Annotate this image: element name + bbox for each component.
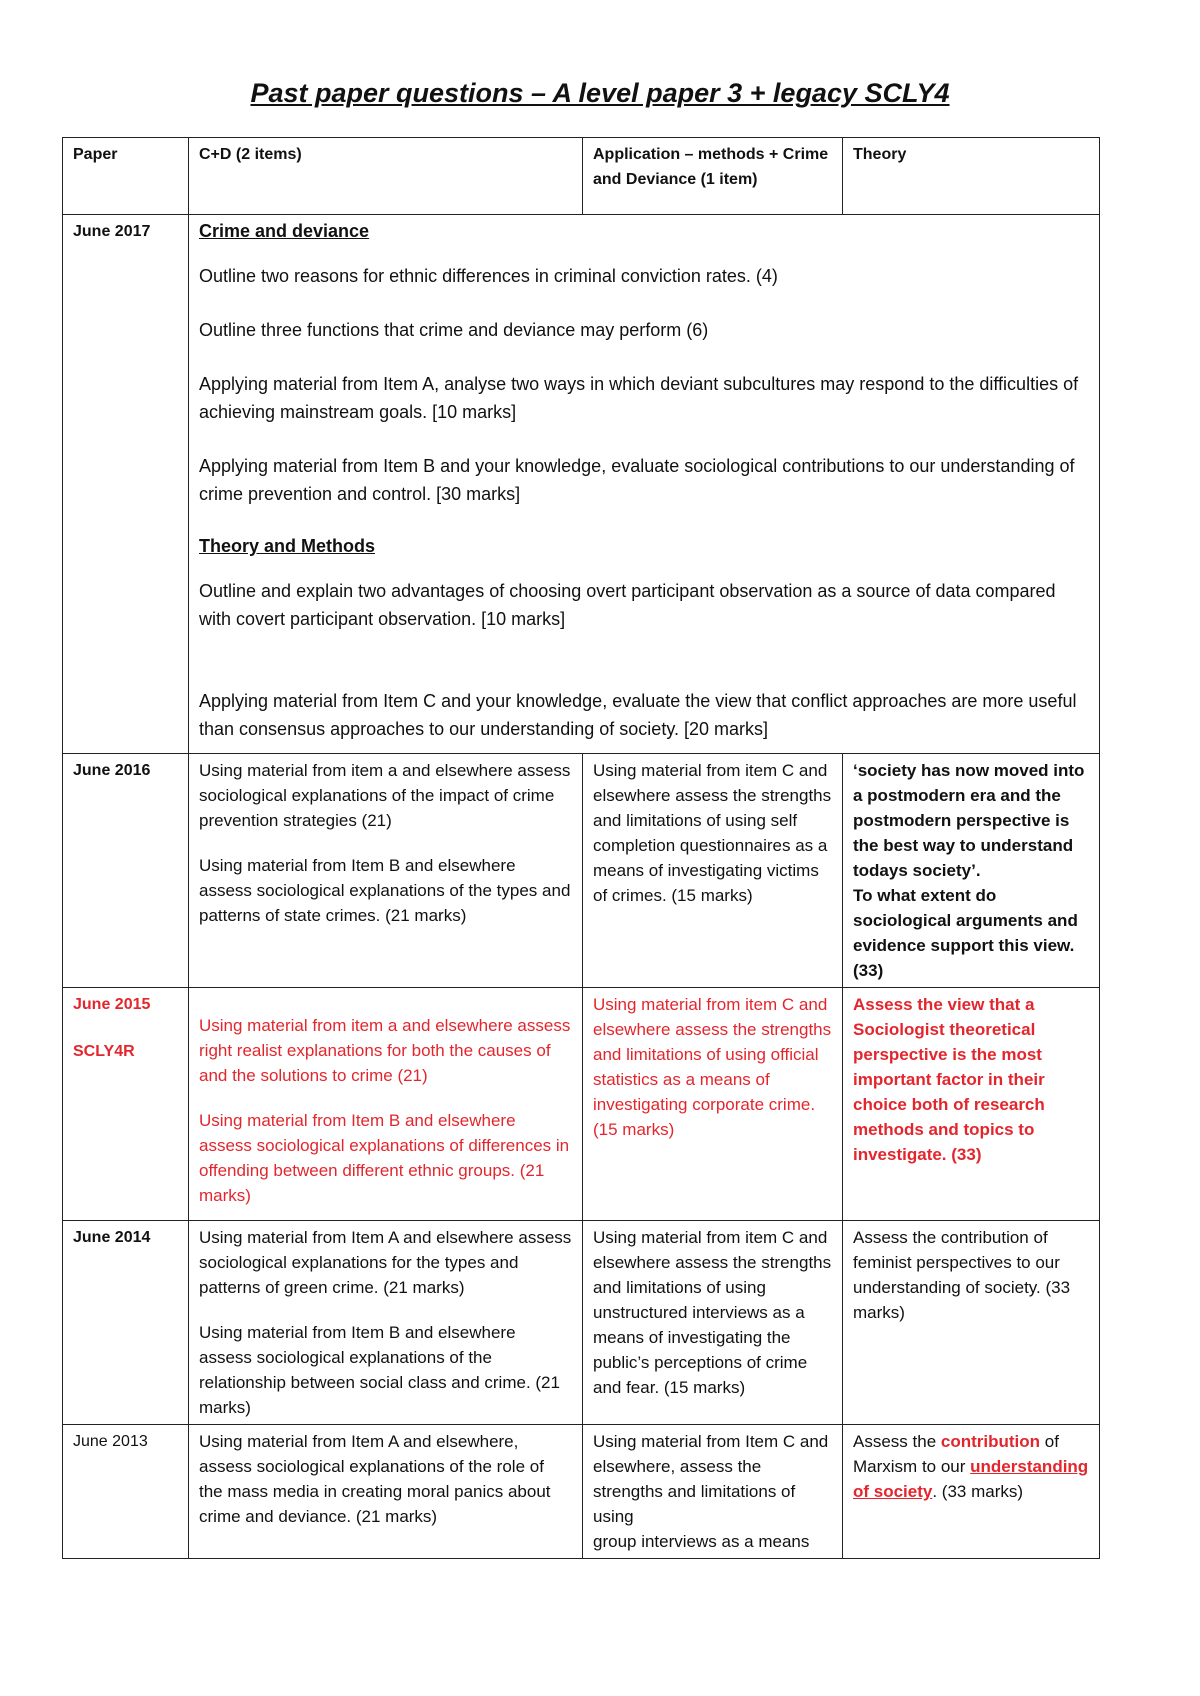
june-2016-cd-q1: Using material from item a and elsewhere assess sociological explanations of the impact of crime prevention strategies (21): [199, 761, 571, 830]
june-2013-theory-highlight-understanding: understanding of society: [853, 1457, 1089, 1501]
june-2017-q4: Applying material from Item B and your knowledge, evaluate sociological contributions to our understanding of crime prevention and control. [30 marks]: [199, 456, 1075, 504]
june-2017-q1: Outline two reasons for ethnic differences in criminal conviction rates. (4): [199, 266, 778, 286]
june-2016-cd: [189, 754, 583, 988]
june-2015-cd: [189, 988, 583, 1221]
june-2015-cd-q2: Using material from Item B and elsewhere assess sociological explanations of differences in offending between different ethnic groups. (21 marks): [199, 1111, 570, 1205]
paper-june-2017: June 2017: [63, 215, 189, 754]
june-2016-theory: [843, 754, 1100, 988]
june-2013-cd: Using material from Item A and elsewhere, assess sociological explanations of the role of the mass media in creating moral panics about crime and deviance. (21 marks): [189, 1425, 583, 1559]
june-2017-q6: Applying material from Item C and your knowledge, evaluate the view that conflict approaches are more useful than consensus approaches to our understanding of society. [20 marks]: [199, 691, 1077, 739]
june-2014-cd: [189, 1221, 583, 1425]
june-2014-cd-q1: Using material from Item A and elsewhere assess sociological explanations for the types and patterns of green crime. (21 marks): [199, 1228, 572, 1297]
row-june-2017: [63, 215, 1100, 754]
june-2013-application: [583, 1425, 843, 1559]
june-2017-questions: [189, 215, 1100, 754]
paper-june-2015-code: SCLY4R: [73, 1043, 135, 1060]
june-2016-cd-q2: Using material from Item B and elsewhere assess sociological explanations of the types and patterns of state crimes. (21 marks): [199, 856, 571, 925]
june-2013-application-a: Using material from Item C and elsewhere, assess the strengths and limitations of using: [593, 1432, 829, 1526]
june-2014-theory: Assess the contribution of feminist perspectives to our understanding of society. (33 marks): [843, 1221, 1100, 1425]
past-paper-table: [62, 137, 1100, 1559]
row-june-2014: [63, 1221, 1100, 1425]
header-cd: C+D (2 items): [189, 138, 583, 215]
paper-june-2015: [63, 988, 189, 1221]
row-june-2013: [63, 1425, 1100, 1559]
june-2017-q2: Outline three functions that crime and deviance may perform (6): [199, 320, 709, 340]
june-2016-theory-question: To what extent do sociological arguments and evidence support this view. (33): [853, 886, 1078, 980]
june-2017-q3: Applying material from Item A, analyse two ways in which deviant subcultures may respond to the difficulties of achieving mainstream goals. [10 marks]: [199, 374, 1079, 422]
row-june-2015: [63, 988, 1100, 1221]
june-2016-theory-quote: ‘society has now moved into a postmodern era and the postmodern perspective is the best way to understand todays society’.: [853, 761, 1085, 880]
header-application: Application – methods + Crime and Deviance (1 item): [583, 138, 843, 215]
june-2017-q5: Outline and explain two advantages of choosing overt participant observation as a source of data compared with covert participant observation. [10 marks]: [199, 581, 1056, 629]
june-2015-cd-q1: Using material from item a and elsewhere assess right realist explanations for both the causes of and the solutions to crime (21): [199, 1016, 571, 1085]
header-paper: Paper: [63, 138, 189, 215]
june-2014-application: Using material from item C and elsewhere assess the strengths and limitations of using unstructured interviews as a means of investigating the public’s perceptions of crime and fear. (15 marks): [583, 1221, 843, 1425]
row-june-2016: [63, 754, 1100, 988]
june-2015-application: Using material from item C and elsewhere assess the strengths and limitations of using official statistics as a means of investigating corporate crime. (15 marks): [583, 988, 843, 1221]
header-theory: Theory: [843, 138, 1100, 215]
june-2013-theory-mid: of Marxism to our: [853, 1432, 1059, 1476]
document-title: Past paper questions – A level paper 3 + legacy SCLY4: [250, 78, 950, 108]
paper-june-2015-label: June 2015: [73, 996, 151, 1013]
paper-june-2016: June 2016: [63, 754, 189, 988]
header-row: [63, 138, 1100, 215]
june-2013-theory-pre: Assess the: [853, 1432, 941, 1451]
june-2013-theory: [843, 1425, 1100, 1559]
june-2013-application-b: group interviews as a means: [593, 1532, 810, 1551]
june-2013-theory-post: . (33 marks): [932, 1482, 1024, 1501]
theory-methods-heading: Theory and Methods: [199, 536, 376, 556]
june-2014-cd-q2: Using material from Item B and elsewhere assess sociological explanations of the relationship between social class and crime. (21 marks): [199, 1323, 560, 1417]
june-2015-theory: Assess the view that a Sociologist theoretical perspective is the most important factor in their choice both of research methods and topics to investigate. (33): [843, 988, 1100, 1221]
june-2013-theory-highlight-contribution: contribution: [940, 1432, 1041, 1451]
crime-deviance-heading: Crime and deviance: [199, 221, 370, 241]
june-2016-application: Using material from item C and elsewhere assess the strengths and limitations of using self completion questionnaires as a means of investigating victims of crimes. (15 marks): [583, 754, 843, 988]
paper-june-2013: June 2013: [63, 1425, 189, 1559]
paper-june-2014: June 2014: [63, 1221, 189, 1425]
